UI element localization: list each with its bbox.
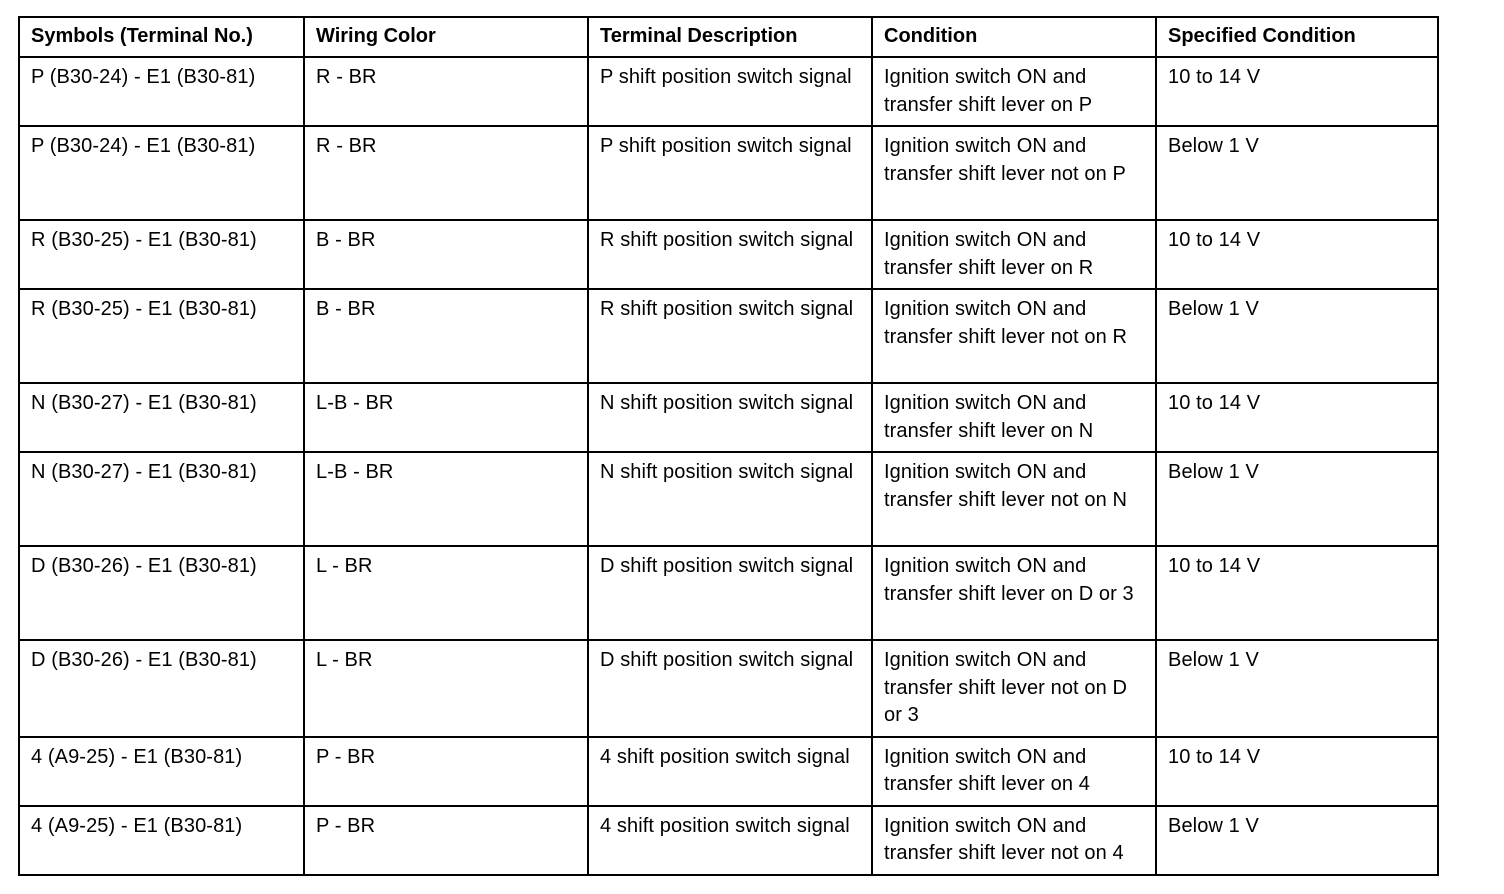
cell-symbols: 4 (A9-25) - E1 (B30-81): [19, 806, 304, 875]
cell-wiring-color: R - BR: [304, 126, 588, 220]
table-row: [19, 289, 1438, 383]
cell-terminal-description: N shift position switch signal: [588, 452, 872, 546]
table-row: [19, 452, 1438, 546]
cell-symbols: P (B30-24) - E1 (B30-81): [19, 57, 304, 126]
cell-specified-condition: 10 to 14 V: [1156, 220, 1438, 289]
cell-symbols: R (B30-25) - E1 (B30-81): [19, 220, 304, 289]
cell-terminal-description: 4 shift position switch signal: [588, 737, 872, 806]
header-condition: Condition: [872, 17, 1156, 57]
cell-condition: Ignition switch ON and transfer shift lever not on R: [872, 289, 1156, 383]
table-row: [19, 806, 1438, 875]
terminal-spec-table: [18, 16, 1439, 876]
cell-symbols: R (B30-25) - E1 (B30-81): [19, 289, 304, 383]
cell-symbols: N (B30-27) - E1 (B30-81): [19, 383, 304, 452]
cell-symbols: D (B30-26) - E1 (B30-81): [19, 546, 304, 640]
cell-specified-condition: Below 1 V: [1156, 806, 1438, 875]
cell-terminal-description: N shift position switch signal: [588, 383, 872, 452]
cell-terminal-description: P shift position switch signal: [588, 126, 872, 220]
table-row: [19, 383, 1438, 452]
table-row: [19, 546, 1438, 640]
cell-wiring-color: R - BR: [304, 57, 588, 126]
cell-wiring-color: L-B - BR: [304, 383, 588, 452]
header-wiring-color: Wiring Color: [304, 17, 588, 57]
cell-condition: Ignition switch ON and transfer shift lever not on P: [872, 126, 1156, 220]
cell-terminal-description: D shift position switch signal: [588, 640, 872, 737]
cell-condition: Ignition switch ON and transfer shift lever on P: [872, 57, 1156, 126]
cell-wiring-color: B - BR: [304, 289, 588, 383]
cell-wiring-color: L - BR: [304, 640, 588, 737]
header-specified-condition: Specified Condition: [1156, 17, 1438, 57]
table-row: [19, 126, 1438, 220]
cell-specified-condition: Below 1 V: [1156, 289, 1438, 383]
cell-specified-condition: Below 1 V: [1156, 640, 1438, 737]
cell-symbols: D (B30-26) - E1 (B30-81): [19, 640, 304, 737]
cell-terminal-description: R shift position switch signal: [588, 289, 872, 383]
cell-terminal-description: P shift position switch signal: [588, 57, 872, 126]
spec-table-container: [18, 16, 1437, 876]
cell-condition: Ignition switch ON and transfer shift lever on 4: [872, 737, 1156, 806]
cell-symbols: P (B30-24) - E1 (B30-81): [19, 126, 304, 220]
cell-condition: Ignition switch ON and transfer shift lever not on D or 3: [872, 640, 1156, 737]
cell-terminal-description: R shift position switch signal: [588, 220, 872, 289]
table-row: [19, 220, 1438, 289]
table-header-row: [19, 17, 1438, 57]
cell-specified-condition: Below 1 V: [1156, 452, 1438, 546]
cell-condition: Ignition switch ON and transfer shift lever on D or 3: [872, 546, 1156, 640]
cell-terminal-description: D shift position switch signal: [588, 546, 872, 640]
table-row: [19, 737, 1438, 806]
table-row: [19, 57, 1438, 126]
header-symbols: Symbols (Terminal No.): [19, 17, 304, 57]
cell-wiring-color: L-B - BR: [304, 452, 588, 546]
cell-terminal-description: 4 shift position switch signal: [588, 806, 872, 875]
cell-condition: Ignition switch ON and transfer shift lever not on N: [872, 452, 1156, 546]
cell-wiring-color: P - BR: [304, 806, 588, 875]
cell-condition: Ignition switch ON and transfer shift lever on R: [872, 220, 1156, 289]
header-terminal-description: Terminal Description: [588, 17, 872, 57]
cell-symbols: N (B30-27) - E1 (B30-81): [19, 452, 304, 546]
cell-condition: Ignition switch ON and transfer shift lever on N: [872, 383, 1156, 452]
cell-wiring-color: B - BR: [304, 220, 588, 289]
cell-symbols: 4 (A9-25) - E1 (B30-81): [19, 737, 304, 806]
cell-wiring-color: L - BR: [304, 546, 588, 640]
cell-condition: Ignition switch ON and transfer shift lever not on 4: [872, 806, 1156, 875]
cell-wiring-color: P - BR: [304, 737, 588, 806]
table-row: [19, 640, 1438, 737]
cell-specified-condition: 10 to 14 V: [1156, 737, 1438, 806]
cell-specified-condition: Below 1 V: [1156, 126, 1438, 220]
cell-specified-condition: 10 to 14 V: [1156, 57, 1438, 126]
cell-specified-condition: 10 to 14 V: [1156, 546, 1438, 640]
cell-specified-condition: 10 to 14 V: [1156, 383, 1438, 452]
